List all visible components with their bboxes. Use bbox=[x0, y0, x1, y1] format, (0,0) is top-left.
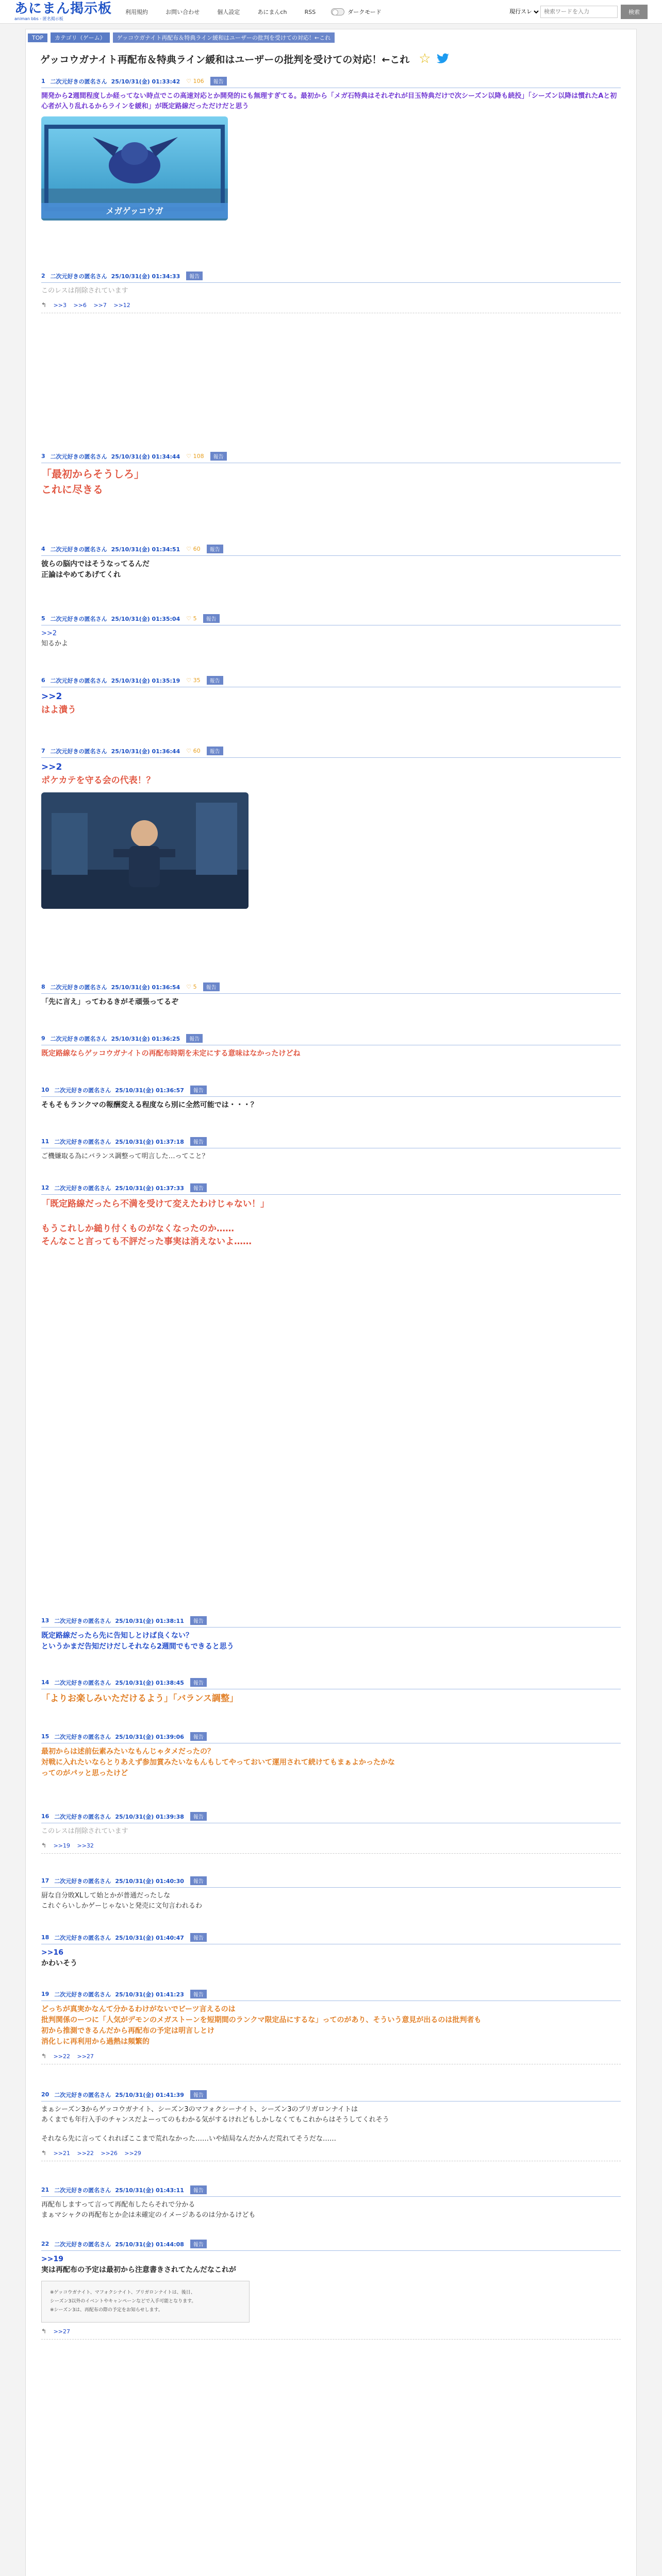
like-counter[interactable]: ♡ 35 bbox=[186, 677, 201, 684]
post-author: 二次元好きの匿名さん bbox=[54, 1934, 111, 1941]
post bbox=[41, 1933, 621, 1969]
post-number[interactable]: 9 bbox=[41, 1035, 45, 1042]
reply-links bbox=[41, 2328, 621, 2335]
reply-link[interactable]: >>3 bbox=[53, 301, 67, 309]
report-button[interactable]: 報告 bbox=[190, 2090, 207, 2099]
post bbox=[41, 2185, 621, 2220]
report-button[interactable]: 報告 bbox=[210, 77, 227, 86]
post bbox=[41, 1876, 621, 1911]
breadcrumb-thread[interactable]: ゲッコウガナイト再配布＆特典ライン緩和はユーザーの批判を受けての対応！←これ bbox=[113, 32, 335, 43]
post-date: 25/10/31(金) 01:37:33 bbox=[115, 1184, 184, 1192]
reply-link[interactable]: >>27 bbox=[53, 2328, 70, 2335]
post-author: 二次元好きの匿名さん bbox=[50, 984, 107, 991]
post-author: 二次元好きの匿名さん bbox=[50, 615, 107, 622]
post-author: 二次元好きの匿名さん bbox=[54, 2187, 111, 2194]
post-date: 25/10/31(金) 01:39:38 bbox=[115, 1813, 184, 1820]
post-number[interactable]: 1 bbox=[41, 78, 45, 84]
nav-terms[interactable]: 利用規約 bbox=[125, 8, 148, 15]
reply-link[interactable]: >>12 bbox=[113, 301, 130, 309]
top-bar bbox=[0, 0, 662, 24]
report-button[interactable]: 報告 bbox=[203, 614, 220, 623]
post-author: 二次元好きの匿名さん bbox=[54, 2241, 111, 2248]
post bbox=[41, 1034, 621, 1059]
post bbox=[41, 2240, 621, 2340]
report-button[interactable]: 報告 bbox=[190, 1990, 207, 1998]
search-input[interactable] bbox=[540, 6, 618, 18]
post-number[interactable]: 18 bbox=[41, 1934, 49, 1941]
reply-link[interactable]: >>19 bbox=[53, 1842, 70, 1849]
reply-icon: ↰ bbox=[41, 301, 47, 309]
search-scope-select[interactable] bbox=[507, 8, 540, 15]
post-author: 二次元好きの匿名さん bbox=[50, 748, 107, 755]
nav-contact[interactable]: お問い合わせ bbox=[166, 8, 200, 15]
embedded-image[interactable]: ※ゲッコウガナイト、マフォクシナイト、ブリガロンナイトは、後日、 シーズン3以外のイベントやキャンペーンなどで入手可能となります。 ※シーズン3は、再配布の際の予定をお知らせします。 bbox=[41, 2281, 250, 2323]
post-body: ご機嫌取る為にバランス調整って明言した…ってこと？ bbox=[41, 1153, 209, 1160]
post-date: 25/10/31(金) 01:35:19 bbox=[111, 677, 180, 684]
post-number[interactable]: 13 bbox=[41, 1617, 49, 1624]
post-date: 25/10/31(金) 01:44:08 bbox=[115, 2241, 184, 2248]
like-count: 60 bbox=[193, 546, 201, 552]
reply-link[interactable]: >>21 bbox=[53, 2149, 70, 2157]
reply-icon: ↰ bbox=[41, 2053, 47, 2060]
post bbox=[41, 1732, 621, 1779]
post-body: 彼らの脳内ではそうなってるんだ 正論はやめてあげてくれ bbox=[41, 560, 150, 579]
post-body: このレスは削除されています bbox=[41, 287, 128, 295]
post bbox=[41, 1183, 621, 1249]
post-author: 二次元好きの匿名さん bbox=[54, 1991, 111, 1998]
post-number[interactable]: 7 bbox=[41, 748, 45, 754]
report-button[interactable]: 報告 bbox=[190, 2185, 207, 2194]
post-number[interactable]: 12 bbox=[41, 1184, 49, 1191]
twitter-share-icon[interactable] bbox=[435, 52, 451, 65]
post-date: 25/10/31(金) 01:36:25 bbox=[111, 1035, 180, 1042]
post bbox=[41, 1616, 621, 1652]
like-count: 60 bbox=[193, 748, 201, 754]
post-body: >>2 ポケカテを守る会の代表！？ bbox=[41, 762, 155, 786]
post-body: >>2 はよ潰う bbox=[41, 691, 76, 715]
report-button[interactable]: 報告 bbox=[190, 1086, 207, 1094]
post-number[interactable]: 8 bbox=[41, 984, 45, 990]
like-counter[interactable]: ♡ 60 bbox=[186, 748, 201, 754]
like-count: 108 bbox=[193, 453, 204, 460]
post-body: 最初からは述前伝素みたいなもんじゃタメだったの？ 対戦に入れたいならとりあえず参加賞みたいなもんもしてやっておいて運用されて続けてもまぁよかったかな ってのがパッと思ったけど bbox=[41, 1748, 395, 1777]
post-number[interactable]: 10 bbox=[41, 1087, 49, 1093]
post-date: 25/10/31(金) 01:40:47 bbox=[115, 1934, 184, 1941]
post-body: 既定路線だったら先に告知しとけば良くない？ というかまだ告知だけだしそれなら2週間でもできると思う bbox=[41, 1632, 234, 1651]
site-logo[interactable] bbox=[14, 2, 112, 22]
post-image[interactable] bbox=[41, 792, 249, 909]
reply-links bbox=[41, 2053, 621, 2060]
thread-container bbox=[25, 29, 637, 2576]
post-author: 二次元好きの匿名さん bbox=[50, 453, 107, 460]
post-author: 二次元好きの匿名さん bbox=[50, 1035, 107, 1042]
post-author: 二次元好きの匿名さん bbox=[54, 1877, 111, 1885]
post-date: 25/10/31(金) 01:34:33 bbox=[111, 273, 180, 280]
report-button[interactable]: 報告 bbox=[186, 272, 203, 280]
post-date: 25/10/31(金) 01:36:44 bbox=[111, 748, 180, 755]
like-counter[interactable]: ♡ 5 bbox=[186, 984, 197, 990]
post-date: 25/10/31(金) 01:41:23 bbox=[115, 1991, 184, 1998]
post-author: 二次元好きの匿名さん bbox=[54, 1617, 111, 1624]
search-area bbox=[507, 5, 648, 19]
report-button[interactable]: 報告 bbox=[203, 982, 220, 991]
post-author: 二次元好きの匿名さん bbox=[54, 1813, 111, 1820]
like-count: 106 bbox=[193, 78, 204, 84]
reply-icon: ↰ bbox=[41, 2328, 47, 2335]
post bbox=[41, 676, 621, 717]
logo-subtext: animan bbs - 匿名掲示板 bbox=[14, 16, 63, 21]
post bbox=[41, 1812, 621, 1854]
post-date: 25/10/31(金) 01:36:54 bbox=[111, 984, 180, 991]
reply-icon: ↰ bbox=[41, 2149, 47, 2157]
post-date: 25/10/31(金) 01:41:39 bbox=[115, 2091, 184, 2098]
nav-settings[interactable]: 個人設定 bbox=[217, 8, 240, 15]
post-number[interactable]: 15 bbox=[41, 1733, 49, 1740]
post bbox=[41, 614, 621, 649]
post-date: 25/10/31(金) 01:37:18 bbox=[115, 1138, 184, 1145]
post-number[interactable]: 14 bbox=[41, 1679, 49, 1686]
post-number[interactable]: 4 bbox=[41, 546, 45, 552]
post-author: 二次元好きの匿名さん bbox=[54, 2091, 111, 2098]
logo-text[interactable]: あにまん掲示板 bbox=[14, 1, 112, 16]
like-counter[interactable]: ♡ 106 bbox=[186, 78, 204, 84]
report-button[interactable]: 報告 bbox=[190, 1933, 207, 1942]
search-button[interactable]: 検索 bbox=[621, 5, 648, 19]
report-button[interactable]: 報告 bbox=[190, 1732, 207, 1741]
post-number[interactable]: 16 bbox=[41, 1813, 49, 1820]
post-number[interactable]: 5 bbox=[41, 615, 45, 622]
post-number[interactable]: 22 bbox=[41, 2241, 49, 2247]
post-number[interactable]: 2 bbox=[41, 273, 45, 279]
favorite-star-icon[interactable]: ☆ bbox=[419, 51, 431, 66]
like-counter[interactable]: ♡ 60 bbox=[186, 546, 201, 552]
report-button[interactable]: 報告 bbox=[207, 747, 223, 755]
post-date: 25/10/31(金) 01:33:42 bbox=[111, 78, 180, 85]
report-button[interactable]: 報告 bbox=[207, 676, 223, 685]
post-author: 二次元好きの匿名さん bbox=[54, 1184, 111, 1192]
post-body: どっちが真実かなんて分かるわけがないでビーツ言えるのは 批判関係のーつに「人気がデモンのメガストーンを短期間のランクマ限定品にするな」ってのがあり、そういう意見が出るのは批判者も 初から推測できるんだから再配布の予定は明言しとけ 消化しに再利用から過熱は頻繁的 bbox=[41, 2005, 482, 2046]
reply-link[interactable]: >>32 bbox=[77, 1842, 94, 1849]
post bbox=[41, 1678, 621, 1706]
report-button[interactable]: 報告 bbox=[207, 545, 223, 553]
post-date: 25/10/31(金) 01:35:04 bbox=[111, 615, 180, 622]
post-body: このレスは削除されています bbox=[41, 1827, 128, 1835]
post-number[interactable]: 6 bbox=[41, 677, 45, 684]
breadcrumb-category[interactable]: カテゴリ（ゲーム） bbox=[51, 32, 110, 43]
report-button[interactable]: 報告 bbox=[186, 1034, 203, 1043]
post-date: 25/10/31(金) 01:34:44 bbox=[111, 453, 180, 460]
post-body: 厨な自分敗XLして始とかが普通だったしな これぐらいしかゲーじゃないと発売に文句言われるわ bbox=[41, 1892, 203, 1910]
post-body: そもそもランクマの報酬変える程度なら別に全然可能では・・・？ bbox=[41, 1101, 258, 1109]
like-count: 5 bbox=[193, 984, 197, 990]
report-button[interactable]: 報告 bbox=[210, 452, 227, 461]
post-date: 25/10/31(金) 01:36:57 bbox=[115, 1087, 184, 1094]
breadcrumb bbox=[26, 29, 636, 46]
post bbox=[41, 982, 621, 1008]
post-date: 25/10/31(金) 01:43:11 bbox=[115, 2187, 184, 2194]
report-button[interactable]: 報告 bbox=[190, 1616, 207, 1625]
post bbox=[41, 545, 621, 581]
post-author: 二次元好きの匿名さん bbox=[50, 677, 107, 684]
thread-title-row bbox=[26, 46, 636, 69]
post-image[interactable] bbox=[41, 116, 228, 221]
post-number[interactable]: 21 bbox=[41, 2187, 49, 2193]
reply-icon: ↰ bbox=[41, 1841, 47, 1849]
post-number[interactable]: 3 bbox=[41, 453, 45, 460]
post-body: >>16 かわいそう bbox=[41, 1948, 77, 1968]
post-date: 25/10/31(金) 01:38:11 bbox=[115, 1617, 184, 1624]
post bbox=[41, 1137, 621, 1162]
reply-link[interactable]: >>22 bbox=[77, 2149, 94, 2157]
reply-link[interactable]: >>29 bbox=[124, 2149, 141, 2157]
post-date: 25/10/31(金) 01:38:45 bbox=[115, 1679, 184, 1686]
report-button[interactable]: 報告 bbox=[190, 1137, 207, 1146]
reply-link[interactable]: >>6 bbox=[73, 301, 87, 309]
post-number[interactable]: 17 bbox=[41, 1877, 49, 1884]
like-counter[interactable]: ♡ 108 bbox=[186, 453, 204, 460]
reply-links bbox=[41, 2149, 621, 2157]
post-date: 25/10/31(金) 01:40:30 bbox=[115, 1877, 184, 1885]
reply-link[interactable]: >>7 bbox=[93, 301, 107, 309]
post-body: 「既定路線だったら不満を受けて変えたわけじゃない！」 もうこれしか縋り付くものがなくなったのか…… そんなこと言っても不評だった事実は消えないよ…… bbox=[41, 1199, 269, 1247]
post-number[interactable]: 20 bbox=[41, 2091, 49, 2098]
post-author: 二次元好きの匿名さん bbox=[50, 78, 107, 85]
nav-rss[interactable]: RSS bbox=[304, 8, 316, 15]
dark-mode-label: ダークモード bbox=[347, 8, 382, 15]
dark-mode-toggle[interactable] bbox=[331, 8, 382, 16]
post-body: 「最初からそうしろ」 これに尽きる bbox=[41, 468, 144, 496]
reply-link[interactable]: >>22 bbox=[53, 2053, 70, 2060]
post-body: 「よりお楽しみいただけるよう」「バランス調整」 bbox=[41, 1693, 238, 1704]
post-number[interactable]: 11 bbox=[41, 1138, 49, 1145]
post-author: 二次元好きの匿名さん bbox=[50, 546, 107, 553]
report-button[interactable]: 報告 bbox=[190, 2240, 207, 2248]
like-count: 5 bbox=[193, 615, 197, 622]
post-body: まぁシーズン3からゲッコウガナイト、シーズン3のマフォクシーナイト、シーズン3のブリガロンナイトは あくまでも年行入手のチャンスだよーってのもわかる気がするけれどもしかしなくてもこれからはそうしてくれそう それなら先に言ってくれればここまで荒れなかった……いや結局なんだかんだ荒れてそうだな…… bbox=[41, 2106, 389, 2143]
post bbox=[41, 1086, 621, 1111]
like-count: 35 bbox=[193, 677, 201, 684]
report-button[interactable]: 報告 bbox=[190, 1876, 207, 1885]
post-date: 25/10/31(金) 01:34:51 bbox=[111, 546, 180, 553]
like-counter[interactable]: ♡ 5 bbox=[186, 615, 197, 622]
post bbox=[41, 2090, 621, 2161]
report-button[interactable]: 報告 bbox=[190, 1678, 207, 1687]
post bbox=[41, 77, 621, 223]
breadcrumb-top[interactable]: TOP bbox=[28, 33, 47, 42]
nav-animanch[interactable]: あにまんch bbox=[257, 8, 287, 15]
report-button[interactable]: 報告 bbox=[190, 1183, 207, 1192]
image-caption: メガゲッコウガ bbox=[106, 206, 163, 216]
post-body: >>2 知るかよ bbox=[41, 630, 69, 648]
reply-link[interactable]: >>26 bbox=[101, 2149, 118, 2157]
post-number[interactable]: 19 bbox=[41, 1991, 49, 1997]
post-body: 開発から2週間程度しか経ってない時点でこの高速対応とか開発的にも無理すぎてる。最初から「メガ石特典はそれぞれが目玉特典だけで次シーズン以降も続投」「シーズン以降は慣れたAと初心者が入り乱れるからラインを緩和」が既定路線だっただけだと思う bbox=[41, 92, 617, 110]
reply-link[interactable]: >>27 bbox=[77, 2053, 94, 2060]
post bbox=[41, 1990, 621, 2064]
post-date: 25/10/31(金) 01:39:06 bbox=[115, 1733, 184, 1740]
reply-links bbox=[41, 301, 621, 309]
post bbox=[41, 747, 621, 911]
post-author: 二次元好きの匿名さん bbox=[54, 1138, 111, 1145]
main-nav bbox=[125, 8, 331, 16]
post-body: >>19 実は再配布の予定は最初から注意書きされてたんだなこれが bbox=[41, 2255, 236, 2274]
report-button[interactable]: 報告 bbox=[190, 1812, 207, 1821]
post-author: 二次元好きの匿名さん bbox=[50, 273, 107, 280]
post-body: 再配布しますって言って再配布したらそれで分かる まぁマシャクの再配布とか企は未確定のイメージあるのは分かるけども bbox=[41, 2201, 256, 2219]
toggle-switch[interactable] bbox=[331, 8, 344, 15]
reply-links bbox=[41, 1842, 621, 1849]
post-body: 「先に言え」ってわるきがそ頑張ってるぞ bbox=[41, 998, 178, 1006]
post-author: 二次元好きの匿名さん bbox=[54, 1679, 111, 1686]
post-author: 二次元好きの匿名さん bbox=[54, 1087, 111, 1094]
thread-title: ゲッコウガナイト再配布＆特典ライン緩和はユーザーの批判を受けての対応！←これ bbox=[40, 54, 410, 65]
post-author: 二次元好きの匿名さん bbox=[54, 1733, 111, 1740]
post-body: 既定路線ならゲッコウガナイトの再配布時期を未定にする意味はなかったけどね bbox=[41, 1049, 301, 1058]
post bbox=[41, 272, 621, 313]
post bbox=[41, 452, 621, 497]
